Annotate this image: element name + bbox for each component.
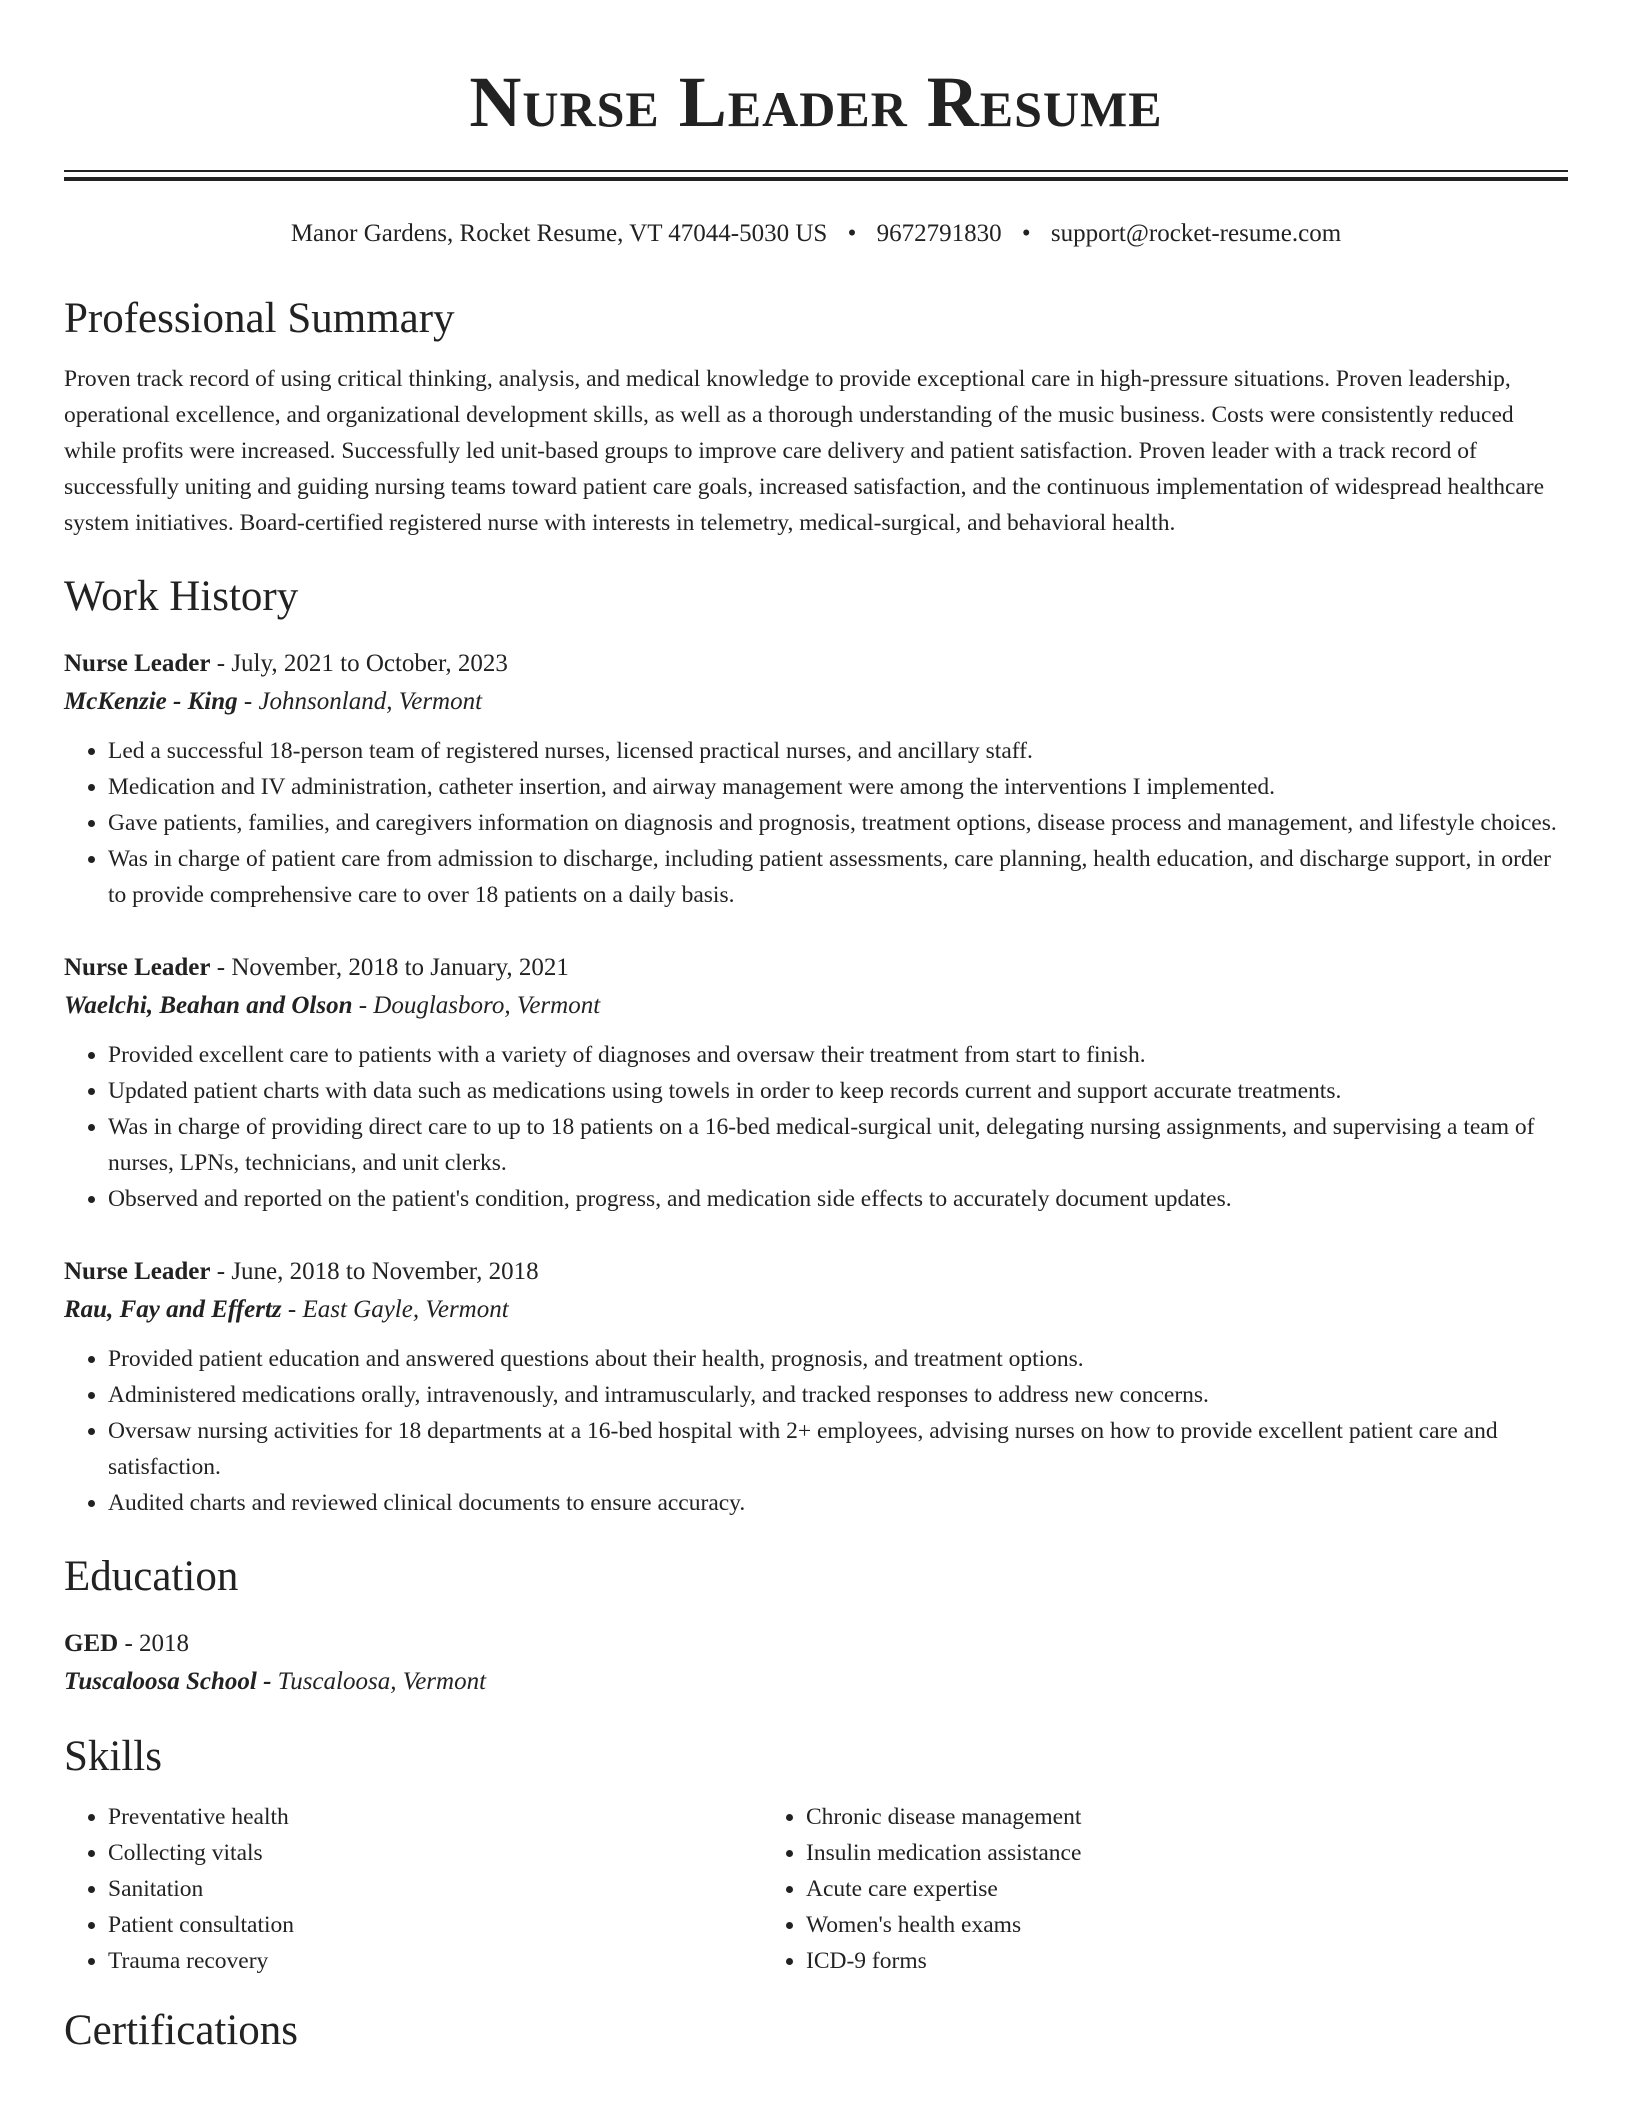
job-dates: - November, 2018 to January, 2021 bbox=[210, 954, 569, 981]
certifications-section bbox=[64, 2003, 1568, 2059]
skill-item: • Collecting vitals bbox=[108, 1835, 762, 1871]
job-title: Nurse Leader bbox=[64, 954, 211, 981]
skill-item: • Trauma recovery bbox=[108, 1943, 762, 1979]
skill-item: • Chronic disease management bbox=[806, 1799, 1502, 1835]
degree-year: - 2018 bbox=[118, 1630, 190, 1657]
job-duty: • Led a successful 18-person team of registered nurses, licensed practical nurses, and ancillary staff. bbox=[108, 733, 1568, 769]
education-section bbox=[64, 1549, 1568, 1701]
summary-text: Proven track record of using critical thinking, analysis, and medical knowledge to provide exceptional care in high-pressure situations. Proven leadership, operational excellence, and organizational development skills, as well as a thorough understanding of the music business. Costs were consistently reduced while profits were increased. Successfully led unit-based groups to improve care delivery and patient satisfaction. Proven leader with a track record of successfully uniting and guiding nursing teams toward patient care goals, increased satisfaction, and the continuous implementation of widespread healthcare system initiatives. Board-certified registered nurse with interests in telemetry, medical-surgical, and behavioral health. bbox=[64, 366, 1545, 536]
school-location: Tuscaloosa, Vermont bbox=[271, 1668, 487, 1695]
contact-line bbox=[64, 217, 1568, 251]
job-title-line bbox=[64, 645, 1568, 683]
job-duty: • Provided patient education and answered questions about their health, prognosis, and treatment options. bbox=[108, 1341, 1568, 1377]
job-duty: • Gave patients, families, and caregivers information on diagnosis and prognosis, treatment options, disease process and management, and lifestyle choices. bbox=[108, 805, 1568, 841]
contact-separator: • bbox=[1021, 220, 1031, 247]
job-duty: • Medication and IV administration, catheter insertion, and airway management were among the interventions I implemented. bbox=[108, 769, 1568, 805]
job-duty: • Was in charge of providing direct care to up to 18 patients on a 16-bed medical-surgical unit, delegating nursing assignments, and supervising a team of nurses, LPNs, technicians, and unit clerks. bbox=[108, 1109, 1568, 1181]
job-entry bbox=[64, 949, 1568, 1217]
skills-columns bbox=[64, 1799, 1568, 1979]
job-duty: • Administered medications orally, intravenously, and intramuscularly, and tracked responses to address new concerns. bbox=[108, 1377, 1568, 1413]
education-heading: Education bbox=[64, 1553, 239, 1600]
job-entry bbox=[64, 645, 1568, 913]
skill-item: • Preventative health bbox=[108, 1799, 762, 1835]
job-duty: • Provided excellent care to patients with a variety of diagnoses and oversaw their treatment from start to finish. bbox=[108, 1037, 1568, 1073]
job-duties-list bbox=[64, 1037, 1568, 1217]
contact-address: Manor Gardens, Rocket Resume, VT 47044-5030 US bbox=[290, 220, 828, 247]
company-name: McKenzie - King bbox=[64, 688, 238, 715]
skills-heading: Skills bbox=[64, 1733, 162, 1780]
job-duty: • Audited charts and reviewed clinical documents to ensure accuracy. bbox=[108, 1485, 1568, 1521]
contact-email: support@rocket-resume.com bbox=[1050, 220, 1342, 247]
skill-item: • Women's health exams bbox=[806, 1907, 1502, 1943]
title-divider bbox=[64, 170, 1568, 181]
school-name: Tuscaloosa School - bbox=[64, 1668, 272, 1695]
skill-item: • Insulin medication assistance bbox=[806, 1835, 1502, 1871]
skill-item: • ICD-9 forms bbox=[806, 1943, 1502, 1979]
degree-name: GED bbox=[64, 1630, 119, 1657]
divider-thick-line bbox=[64, 177, 1568, 181]
work-history-section bbox=[64, 569, 1568, 1521]
education-entry bbox=[64, 1625, 1568, 1701]
skill-item: • Patient consultation bbox=[108, 1907, 762, 1943]
skills-section bbox=[64, 1729, 1568, 1979]
skills-list-right bbox=[762, 1799, 1502, 1979]
company-location: - East Gayle, Vermont bbox=[281, 1296, 509, 1323]
work-history-heading: Work History bbox=[64, 573, 299, 620]
job-duty: • Was in charge of patient care from admission to discharge, including patient assessments, care planning, health education, and discharge support, in order to provide comprehensive care to over 18 patients on a daily basis. bbox=[108, 841, 1568, 913]
job-duty: • Oversaw nursing activities for 18 departments at a 16-bed hospital with 2+ employees, advising nurses on how to provide excellent patient care and satisfaction. bbox=[108, 1413, 1568, 1485]
contact-phone: 9672791830 bbox=[876, 220, 1002, 247]
skill-item: • Sanitation bbox=[108, 1871, 762, 1907]
company-name: Waelchi, Beahan and Olson bbox=[64, 992, 353, 1019]
skill-item: • Acute care expertise bbox=[806, 1871, 1502, 1907]
job-duty: • Observed and reported on the patient's condition, progress, and medication side effects to accurately document updates. bbox=[108, 1181, 1568, 1217]
job-title-line bbox=[64, 1253, 1568, 1291]
company-name: Rau, Fay and Effertz bbox=[64, 1296, 282, 1323]
school-line bbox=[64, 1663, 1568, 1701]
company-location: - Johnsonland, Vermont bbox=[237, 688, 483, 715]
company-line bbox=[64, 1291, 1568, 1329]
certifications-heading: Certifications bbox=[64, 2007, 299, 2054]
job-duties-list bbox=[64, 733, 1568, 913]
divider-thin-line bbox=[64, 170, 1568, 172]
resume-title: Nurse Leader Resume bbox=[469, 62, 1163, 142]
skills-list-left bbox=[64, 1799, 762, 1979]
job-dates: - July, 2021 to October, 2023 bbox=[210, 650, 508, 677]
summary-heading: Professional Summary bbox=[64, 295, 455, 342]
job-title: Nurse Leader bbox=[64, 1258, 211, 1285]
company-line bbox=[64, 683, 1568, 721]
job-title-line bbox=[64, 949, 1568, 987]
company-line bbox=[64, 987, 1568, 1025]
contact-separator: • bbox=[847, 220, 857, 247]
degree-line bbox=[64, 1625, 1568, 1663]
summary-section bbox=[64, 291, 1568, 541]
job-entry bbox=[64, 1253, 1568, 1521]
job-duties-list bbox=[64, 1341, 1568, 1521]
job-duty: • Updated patient charts with data such as medications using towels in order to keep records current and support accurate treatments. bbox=[108, 1073, 1568, 1109]
job-dates: - June, 2018 to November, 2018 bbox=[210, 1258, 539, 1285]
company-location: - Douglasboro, Vermont bbox=[352, 992, 601, 1019]
job-title: Nurse Leader bbox=[64, 650, 211, 677]
